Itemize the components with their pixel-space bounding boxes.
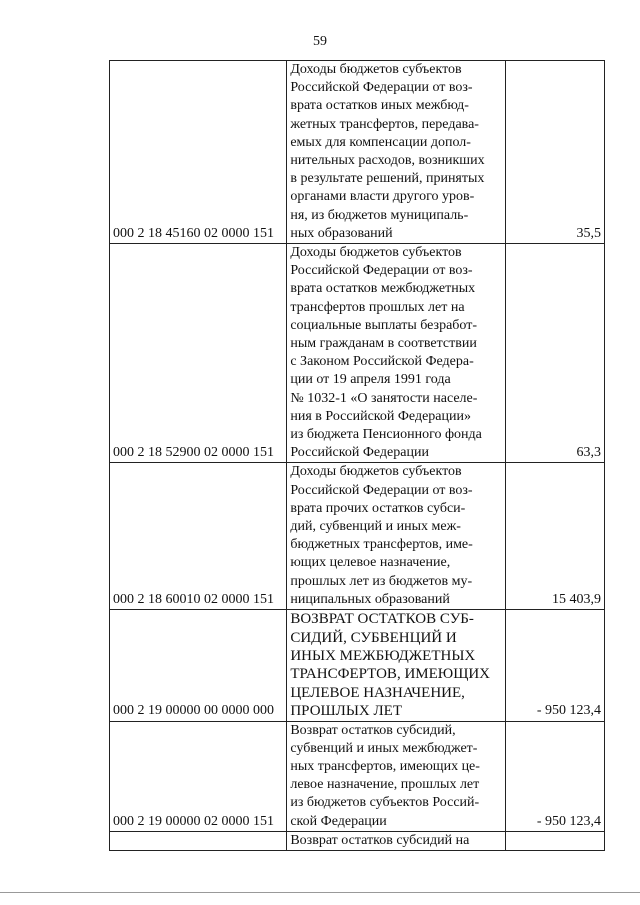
amount-value: - 950 123,4: [505, 721, 604, 831]
table-row: [110, 721, 605, 831]
amount-value: 63,3: [505, 244, 604, 463]
revenue-description: Доходы бюджетов субъектов Российской Федерации от воз- врата остатков иных межбюд- жетных трансфертов, передава- емых для компенсации допол- нительных расходов, возникших в результате решений, принятых органами власти другого уров- ня, из бюджетов муниципаль- ных образований: [287, 61, 505, 244]
table-row: [110, 463, 605, 610]
table-row: [110, 61, 605, 244]
bottom-divider: [0, 892, 640, 893]
revenue-description: Доходы бюджетов субъектов Российской Федерации от воз- врата остатков межбюджетных трансфертов прошлых лет на социальные выплаты безработ- ным гражданам в соответствии с Законом Российской Федера- ции от 19 апреля 1991 года № 1032-1 «О занятости населе- ния в Российской Федерации» из бюджета Пенсионного фонда Российской Федерации: [287, 244, 505, 463]
page-number: 59: [313, 34, 327, 49]
budget-classification-code: 000 2 19 00000 00 0000 000: [110, 610, 287, 721]
amount-value: [505, 831, 604, 850]
amount-value: - 950 123,4: [505, 610, 604, 721]
table-row: [110, 610, 605, 721]
revenue-description: Возврат остатков субсидий, субвенций и иных межбюджет- ных трансфертов, имеющих це- левое назначение, прошлых лет из бюджетов субъектов Россий- ской Федерации: [287, 721, 505, 831]
budget-classification-code: [110, 831, 287, 850]
revenue-group-heading: ВОЗВРАТ ОСТАТКОВ СУБ- СИДИЙ, СУБВЕНЦИЙ И ИНЫХ МЕЖБЮДЖЕТНЫХ ТРАНСФЕРТОВ, ИМЕЮЩИХ ЦЕЛЕВОЕ НАЗНАЧЕНИЕ, ПРОШЛЫХ ЛЕТ: [287, 610, 505, 721]
budget-classification-code: 000 2 18 45160 02 0000 151: [110, 61, 287, 244]
budget-classification-code: 000 2 19 00000 02 0000 151: [110, 721, 287, 831]
budget-classification-code: 000 2 18 52900 02 0000 151: [110, 244, 287, 463]
amount-value: 15 403,9: [505, 463, 604, 610]
budget-revenue-table: [109, 60, 605, 851]
revenue-description: Возврат остатков субсидий на: [287, 831, 505, 850]
table-row-continued: [110, 831, 605, 850]
budget-classification-code: 000 2 18 60010 02 0000 151: [110, 463, 287, 610]
amount-value: 35,5: [505, 61, 604, 244]
revenue-description: Доходы бюджетов субъектов Российской Федерации от воз- врата прочих остатков субси- дий, субвенций и иных меж- бюджетных трансфертов, име- ющих целевое назначение, прошлых лет из бюджетов му- ниципальных образований: [287, 463, 505, 610]
table-row: [110, 244, 605, 463]
